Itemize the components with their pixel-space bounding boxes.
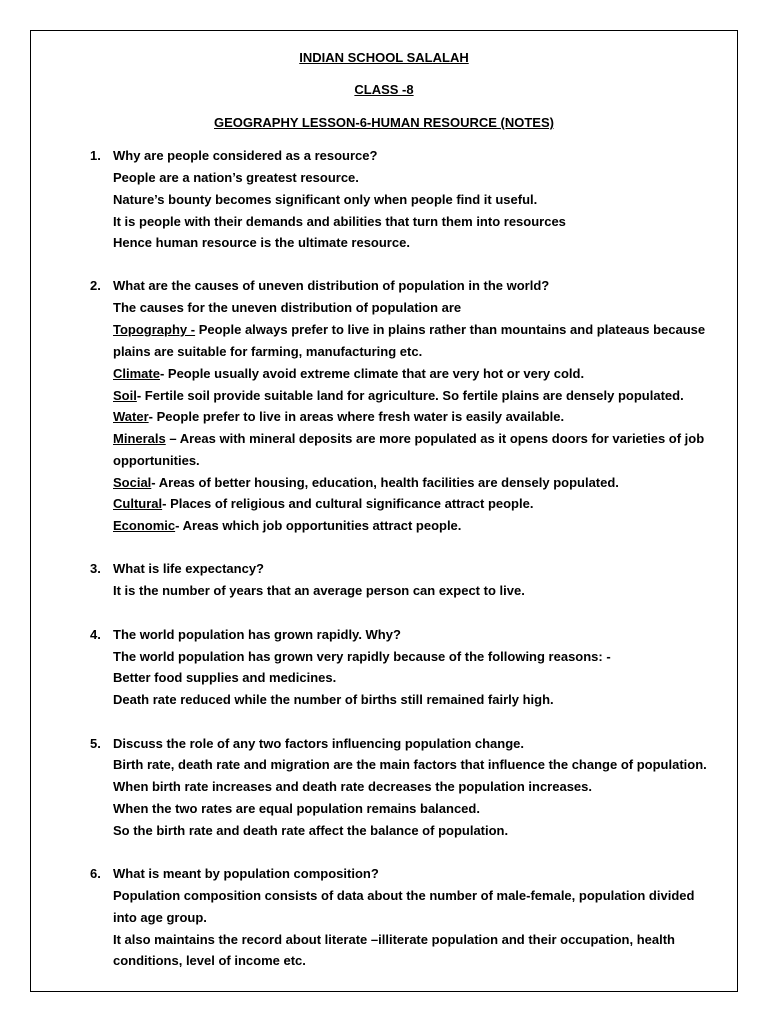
- q2-economic: [113, 518, 461, 534]
- q2-topography-cont: plains are suitable for farming, manufacturing etc.: [113, 344, 423, 359]
- q4-line: The world population has grown very rapidly because of the following reasons: -: [113, 649, 611, 664]
- q2-water: [113, 409, 564, 425]
- q1-line: Hence human resource is the ultimate resource.: [113, 235, 410, 250]
- climate-term: Climate: [113, 366, 160, 381]
- topography-text: People always prefer to live in plains rather than mountains and plateaus because: [195, 322, 706, 337]
- cultural-text: - Places of religious and cultural significance attract people.: [162, 496, 534, 511]
- q2-soil: [113, 388, 684, 404]
- q6-line: conditions, level of income etc.: [113, 953, 306, 968]
- q4-number: 4.: [90, 627, 101, 642]
- q3-question: What is life expectancy?: [113, 561, 264, 576]
- q1-line: It is people with their demands and abilities that turn them into resources: [113, 214, 566, 229]
- social-term: Social: [113, 475, 152, 490]
- q1-line: Nature’s bounty becomes significant only when people find it useful.: [113, 192, 538, 207]
- q4-question: The world population has grown rapidly. Why?: [113, 627, 401, 642]
- q3-number: 3.: [90, 561, 101, 576]
- water-term: Water: [113, 409, 149, 424]
- q6-line: Population composition consists of data about the number of male-female, population divided: [113, 888, 695, 903]
- q2-minerals-cont: opportunities.: [113, 453, 200, 468]
- minerals-term: Minerals: [113, 431, 166, 446]
- q2-social: [113, 475, 619, 491]
- school-name: INDIAN SCHOOL SALALAH: [299, 50, 469, 65]
- q2-minerals: [113, 431, 704, 447]
- topography-term: Topography -: [113, 322, 196, 337]
- q2-cultural: [113, 496, 533, 512]
- minerals-text: – Areas with mineral deposits are more populated as it opens doors for varieties of job: [165, 431, 705, 446]
- q2-topography: [113, 322, 705, 338]
- q3-line: It is the number of years that an average person can expect to live.: [113, 583, 525, 598]
- economic-text: - Areas which job opportunities attract people.: [175, 518, 462, 533]
- q1-number: 1.: [90, 148, 101, 163]
- q6-line: It also maintains the record about literate –illiterate population and their occupation, health: [113, 932, 675, 947]
- class-title: CLASS -8: [354, 82, 414, 97]
- water-text: - People prefer to live in areas where fresh water is easily available.: [148, 409, 565, 424]
- q5-question: Discuss the role of any two factors influencing population change.: [113, 736, 524, 751]
- q2-climate: [113, 366, 584, 382]
- q6-question: What is meant by population composition?: [113, 866, 379, 881]
- lesson-title: GEOGRAPHY LESSON-6-HUMAN RESOURCE (NOTES): [214, 115, 554, 130]
- q6-number: 6.: [90, 866, 101, 881]
- q5-line: When the two rates are equal population remains balanced.: [113, 801, 480, 816]
- soil-term: Soil: [113, 388, 137, 403]
- q6-line: into age group.: [113, 910, 207, 925]
- q2-intro: The causes for the uneven distribution of population are: [113, 300, 462, 315]
- q1-line: People are a nation’s greatest resource.: [113, 170, 359, 185]
- q2-number: 2.: [90, 278, 101, 293]
- cultural-term: Cultural: [113, 496, 163, 511]
- soil-text: - Fertile soil provide suitable land for agriculture. So fertile plains are densely populated.: [136, 388, 684, 403]
- q5-number: 5.: [90, 736, 101, 751]
- q2-question: What are the causes of uneven distribution of population in the world?: [113, 278, 550, 293]
- economic-term: Economic: [113, 518, 176, 533]
- q4-line: Better food supplies and medicines.: [113, 670, 337, 685]
- q1-question: Why are people considered as a resource?: [113, 148, 378, 163]
- climate-text: - People usually avoid extreme climate that are very hot or very cold.: [159, 366, 585, 381]
- social-text: - Areas of better housing, education, health facilities are densely populated.: [151, 475, 619, 490]
- q5-line: When birth rate increases and death rate decreases the population increases.: [113, 779, 592, 794]
- q5-line: Birth rate, death rate and migration are the main factors that influence the change of population.: [113, 757, 707, 772]
- q4-line: Death rate reduced while the number of births still remained fairly high.: [113, 692, 554, 707]
- q5-line: So the birth rate and death rate affect the balance of population.: [113, 823, 509, 838]
